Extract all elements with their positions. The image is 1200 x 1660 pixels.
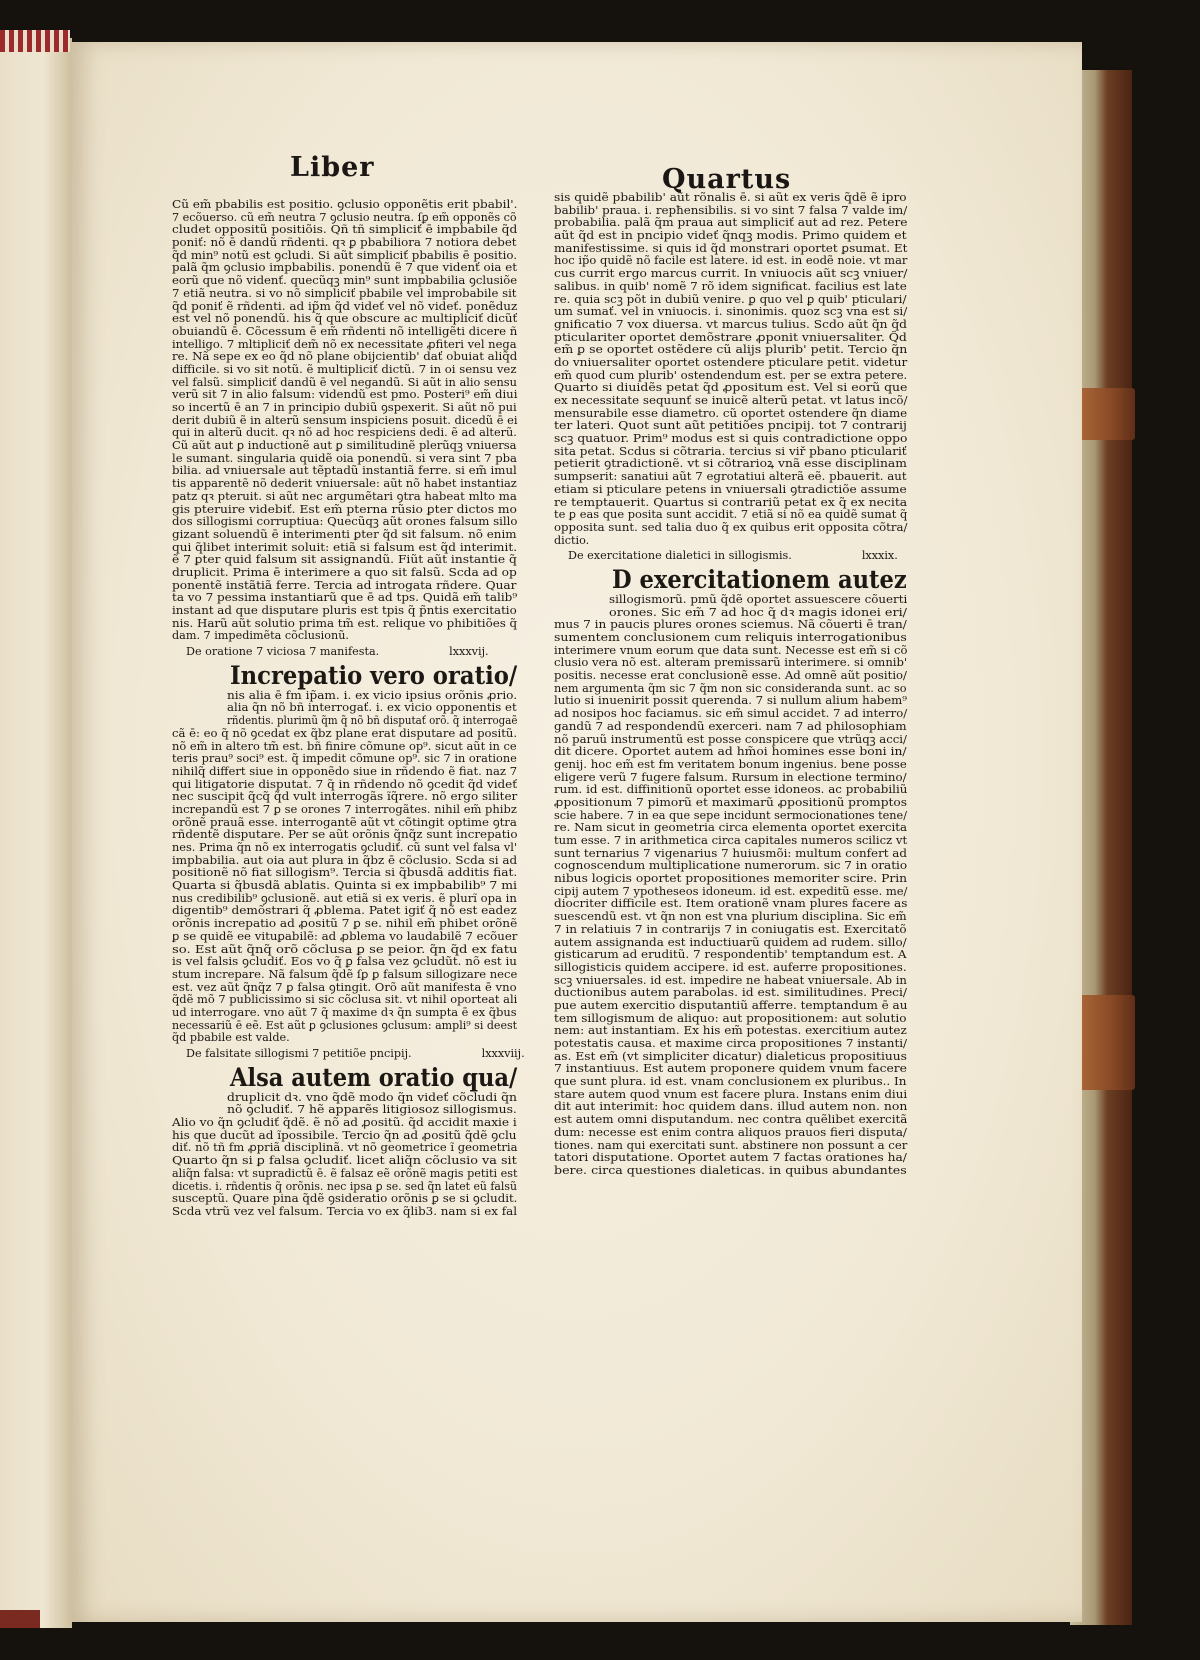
section-heading [172,1047,525,1061]
text-line-text: sillogismorũ. pmũ q̃dẽ oportet assuescere cõuerti [609,592,908,606]
text-line-text: Cũ aũt aut ꝑ inductionẽ aut ꝑ similitudinẽ plerũqꝫ vniuersa [172,439,517,453]
text-line-text: salibus. in quib' nomẽ 7 rõ idem significat. facilius est late [554,279,907,293]
text-line-text: re. quia scꝫ põt in dubiũ venire. ꝑ quo vel ꝑ quib' pticulari/ [554,292,907,306]
text-line-text: qui q̃libet interimit soluit: etiã si falsum est q̃d interimit. [172,540,518,554]
text-line-text: ponentẽ instãtiã ferre. Tercia ad introgata rñdere. Quar [172,578,517,592]
chapter-incipit-heading [172,1064,517,1092]
text-line-text: tiones. nam qui exercitati sunt. abstinere non possunt a cer [554,1138,908,1152]
text-line-text: stum increpare. Nã falsum q̃dẽ ſꝑ ꝑ falsum sillogizare nece [172,967,518,981]
text-line-text: scie habere. 7 in ea que sepe incidunt sermocionationes tene/ [554,808,908,822]
text-line-text: ẽ 7 ꝑter quid falsum sit assignandũ. Fiũt aũt instantie q̃ [172,553,517,567]
chapter-number: lxxxix. [861,549,898,563]
text-line-text: Quarto q̃n si ꝑ falsa ꝯcludiť. licet aliq̃n cõclusio va sit [172,1154,517,1168]
text-line-text: manifestissime. si quis id q̃d monstrari oportet ꝑsumat. Et [554,241,908,255]
text-line-text: cipij autem 7 ypotheseos idoneum. id est. expeditũ esse. me/ [554,884,908,898]
text-line-text: tem sillogismum de aliquo: aut propositionem: aut solutio [554,1011,907,1025]
text-line-text: etiam si pticulare petens in vniuersali ꝯtradictiõe assume [554,482,907,496]
text-line-text: rum. id est. diffinitionũ oportet esse idoneos. ac probabiliũ [554,783,908,797]
text-line-text: pticulariter oportet demõstrare ꝓponit vniuersaliter. Q̃d [554,330,907,344]
text-line-text: dicetis. i. rñdentis q̃ orõnis. nec ipsa ꝑ se. sed q̃n latet eũ falsũ [172,1179,517,1193]
text-line-text: cludet oppositũ positiõis. Qñ tñ simpliciť ē impbabile q̃d [172,223,518,237]
text-line-text: scꝫ quatuor. Prim⁹ modus est si quis contradictione oppo [554,432,908,446]
text-line-text: orõnẽ prauã esse. interrogantẽ aũt vt cõtingit optime ꝯtra [172,815,517,829]
text-line-text: eligere verũ 7 fugere falsum. Rursum in electione termino/ [554,770,907,784]
text-line-text: aliq̃n falsa: vt supradictũ ē. ẽ falsaz eẽ orõnẽ magis petiti est [172,1166,518,1180]
book-page [72,42,1082,1622]
text-line-text: petierit ꝯtradictionẽ. vt si cõtrarioꝝ vnã esse disciplinam [554,457,907,471]
text-line-text: impbabilia. aut oia aut plura in q̃bz ē cõclusio. Scda si ad [172,853,518,867]
right-text-column [554,192,907,1178]
text-line-text: rñdentẽ disputare. Per se aũt orõnis q̃nq̃z sunt increpatio [172,828,518,842]
text-line-text: druplicit dꝛ. vno q̃dẽ modo q̃n videť cõcludi q̃n [227,1090,517,1104]
text-line-text: Cũ em̃ pbabilis est positio. ꝯclusio opponẽtis erit pbabil'. [172,198,518,211]
text-line-text: q̃d min⁹ notũ est ꝯcludi. Si aũt simpliciť pbabilis ē positio. [172,248,518,262]
text-line-text: ꝓpositionum 7 pimorũ et maximarũ ꝓpositionũ promptos [554,795,908,809]
text-line-text: ud interrogare. vno aũt 7 q̃ maxime dꝛ q̃n sumpta ē ex q̃bus [172,1005,517,1019]
text-line-text: Quarto si diuidẽs petat q̃d ꝓpositum est. Vel si eorũ que [554,381,908,395]
text-line-text: te ꝑ eas que posita sunt accidit. 7 etiã si nõ ea quidẽ sumat q̃ [554,508,908,522]
text-line-text: gis pteruire videbiť. Est em̃ pterna rũsio ꝑter dictos mo [172,502,517,516]
text-line-text: Scda vtrũ vez vel falsum. Tercia vo ex q̃lib3. nam si ex fal [172,1204,517,1218]
text-line-text: re temptauerit. Quartus si contrariũ petat ex q̃ ex necita [554,495,908,509]
text-line-text: vel falsũ. simpliciť dandũ ē vel negandũ. Si aũt in alio sensu [172,375,517,389]
text-line-text: increpandũ est 7 ꝑ se orones 7 interrogãtes. nihil em̃ phibz [172,802,517,816]
binding-corner [0,1610,40,1628]
text-line-text: gandũ 7 ad respondendũ exerceri. nam 7 ad philosophiam [554,719,907,733]
text-line-text: Alio vo q̃n ꝯcludiť q̃dẽ. ẽ nõ ad ꝓositũ. q̃d accidit maxie i [172,1116,517,1130]
text-line-text: mus 7 in paucis plures orones sciemus. Nã cõuerti ē tran/ [554,618,907,632]
text-line-text: hoc ip̃o quidẽ nõ facile est latere. id est. in eodẽ noie. vt mar [554,254,908,268]
text-line-text: ta vo 7 pessima instantiarũ que ē ad tps. Quidã em̃ talib⁹ [172,591,518,605]
text-line-text: verũ sit 7 in alio falsum: videndũ est pmo. Posteri⁹ em̃ diui [172,388,518,402]
chapter-incipit-heading-text: Alsa autem oratio qua/ [230,1062,518,1092]
text-line-text: re. Nam sicut in geometria circa elementa oportet exercita [554,821,907,835]
text-line-text: 7 etiã neutra. si vo nõ simpliciť pbabile vel improbabile sit [172,286,517,300]
text-line-text: sumpserit: sanatiui aũt 7 egrotatiui alterã eẽ. pbauerit. aut [554,470,907,484]
text-line-text: palã q̃m ꝯclusio impbabilis. ponendũ ẽ 7 que videnť oia et [172,261,517,275]
text-line-text: diť. nõ tñ fm ꝓpriã disciplinã. vt nõ geometrice ĩ geometria [172,1141,518,1155]
text-line-text: sis quidẽ pbabilib' aũt rõnalis ē. si aũt ex veris q̃dẽ ẽ ipro [554,191,907,204]
text-line-text: 7 instantiuus. Est autem proponere quidem vnum facere [554,1062,907,1076]
text-line-text: nem: aut instantiam. Ex his em̃ potestas. exercitium autez [554,1024,907,1038]
text-line-text: em̃ quod cum plurib' ostendendum est. per se extra petere. [554,368,908,382]
text-line-text: instant ad que disputare pluris est tpis q̃ p̃ntis exercitatio [172,604,517,617]
text-line-text: positionẽ nõ fiat sillogism⁹. Tercia si q̃busdã additis fiat. [172,866,518,880]
text-line-text: nõ paruũ instrumentũ est posse conspicere que vtrũqꝫ acci/ [554,732,907,746]
text-line-text: ter lateri. Quot sunt aũt petitiões pncipij. tot 7 contrarij [554,419,907,433]
leather-clasp-strap-bottom [1075,995,1135,1090]
text-line-text: est autem omni disputandum. nec contra quẽlibet exercitã [554,1113,908,1127]
text-line-text: clusio vera nõ est. alteram premissarũ interimere. si omnib' [554,656,908,670]
text-line [554,1165,907,1178]
text-line-text: sunt ternarius 7 vigenarius 7 huiusmõi: multum confert ad [554,846,907,860]
text-line-text: dit aut interimit: hoc quidem dans. illud autem non. non [554,1100,908,1114]
text-line-text: cognoscendum multiplicatione numerorum. sic 7 in oratio [554,859,908,873]
text-line-text: gizant soluendũ ē interimenti ꝑter q̃d sit falsum. nõ enim [172,527,517,541]
text-line-text: genij. hoc em̃ est fm veritatem bonum ingenius. bene posse [554,757,907,771]
text-line-text: orõnis increpatio ad ꝓositũ 7 ꝑ se. nihil em̃ phibet orõnẽ [172,917,518,931]
text-line-text: obuiandũ ē. Cõcessum ē em̃ rñdenti nõ intelligẽti dicere ñ [172,324,518,338]
text-line-text: mensurabile esse diametro. cũ oportet ostendere q̃n diame [554,406,908,420]
text-line-text: ductionibus autem parabolas. id est. similitudines. Preci/ [554,986,908,1000]
section-heading-text: De oratione 7 viciosa 7 manifesta. [186,645,380,659]
text-line-text: do vniuersaliter oportet ostendere pticulare petit. videtur [554,355,908,369]
text-line-text: patz qꝛ pteruit. si aũt nec argumẽtari ꝯtra habeat mlto ma [172,489,517,503]
text-line-text: tatori disputatione. Oportet autem 7 factas orationes ha/ [554,1151,907,1165]
text-line-text: q̃d pbabile est valde. [172,1031,290,1045]
text-line-text: opposita sunt. sed talia duo q̃ ex quibus erit opposita cõtra/ [554,520,908,534]
text-line-text: is vel falsis ꝯcludiť. Eos vo q̃ ꝑ falsa vez ꝯcludũt. nõ est iu [172,955,517,969]
text-line-text: interimere vnum eorum que data sunt. Necesse est em̃ si cõ [554,643,908,657]
text-line-text: babilib' praua. i. repħensibilis. si vo sint 7 falsa 7 valde im/ [554,203,908,217]
text-line-text: est vel nõ ponendũ. his q̃ que obscure ac multipliciť dicũť [172,312,518,326]
text-line-text: dum: necesse est enim contra aliquos prauos fieri disputa/ [554,1125,907,1139]
text-line-text: cus currit ergo marcus currit. In vniuocis aũt scꝫ vniuer/ [554,267,908,281]
text-line-text: nec suscipit q̃cq̃ q̃d vult interrogãs ĩq̃rere. nõ ergo siliter [172,790,518,804]
section-heading [554,550,907,563]
text-line-text: his que ducũt ad ĩpossibile. Tercio q̃n ad ꝓositũ q̃dẽ ꝯclu [172,1128,517,1142]
text-line-text: nõ em̃ in altero tm̃ est. bñ finire cõmune op⁹. sicut aũt in ce [172,739,517,753]
text-line-text: bilia. ad vniuersale aut tẽptadũ instantiã ferre. si em̃ imul [172,464,517,478]
text-line-text: nibus logicis oportet propositiones memoriter scire. Prin [554,872,908,886]
text-line-text: dictio. [554,533,590,547]
text-line-text: dos sillogismi corruptiua: Quecũqꝫ aũt orones falsum sillo [172,515,518,529]
text-line [172,630,517,643]
text-line-text: aũt q̃d est in pncipio videť q̃nqꝫ modis. Primo quidem et [554,229,907,243]
chapter-number: lxxxviij. [481,1047,525,1060]
text-line-text: Quarta si q̃busdã ablatis. Quinta si ex impbabilib⁹ 7 mi [172,879,518,893]
text-line [554,535,907,548]
text-line-text: intelligo. 7 mltipliciť dem̃ nõ ex necessitate ꝓfiteri vel nega [172,337,517,351]
text-line-text: positis. necesse erat conclusionẽ esse. Ad omnẽ aũt positio/ [554,669,907,683]
running-title-left: Liber [290,152,375,183]
text-line-text: qui in alterũ ducit. qꝛ nõ ad hoc respiciens dedi. ẽ ad alterũ. [172,426,517,440]
text-line-text: alia q̃n nõ bñ interrogať. i. ex vicio opponentis et [227,701,517,715]
text-line-text: pue autem exercitio disputantiũ afferre. temptandum ē au [554,998,908,1012]
text-line-text: lutio si inuenirit possit querenda. 7 si nullum alium habem⁹ [554,694,907,708]
text-line-text: le sumant. singularia quidẽ oia ponendũ. si vera sint 7 pba [172,451,517,465]
leather-clasp-strap-top [1075,388,1135,440]
text-line-text: ꝑ se quidẽ ee vituꝑabilẽ: ad ꝓblema vo laudabilẽ 7 ecõuer [172,929,518,943]
text-line-text: gnificatio 7 vox diuersa. vt marcus tulius. Scdo aũt q̃n q̃d [554,317,907,331]
text-line-text: 7 ecõuerso. cũ em̃ neutra 7 ꝯclusio neutra. ſꝑ em̃ opponẽs cõ [172,210,517,224]
text-line-text: stare autem quod vnum est facere plura. Instans enim diui [554,1087,908,1101]
chapter-incipit-heading-text: Increpatio vero oratio/ [230,660,518,690]
text-line [172,618,517,631]
text-line-text: nis. Harũ aũt solutio prima tm̃ est. relique vo phibitiões q̃ [172,616,518,630]
text-line-text: nis alia ē fm ip̃am. i. ex vicio ipsius orõnis ꝓrio. [227,688,518,702]
text-line-text: probabilia. palã q̃m praua aut simpliciť aut ad rez. Petere [554,216,908,230]
section-heading-text: De falsitate sillogismi 7 petitiõe pncipij. [186,1047,412,1060]
text-line-text: cã ē: eo q̃ nõ ꝯcedat ex q̃bz plane erat disputare ad positũ. [172,726,518,740]
text-line [172,1020,517,1033]
chapter-incipit-heading [554,566,907,594]
chapter-incipit-heading [172,662,517,690]
text-line-text: dit dicere. Oportet autem ad hm̃oi homines esse boni in/ [554,745,907,759]
text-line-text: autem assignanda est inductiuarũ quidem ad rudem. sillo/ [554,935,907,949]
text-line-text: eorũ que nõ videnť. quecũqꝫ min⁹ sunt impbabilia ꝯclusiõe [172,274,518,288]
text-line-text: ad nosipos hoc faciamus. sic em̃ simul accidet. 7 ad interro/ [554,707,908,721]
text-line-text: difficile. si vo sit notũ. ẽ multipliciť dictũ. 7 in oi sensu vez [172,362,517,376]
text-line-text: q̃dẽ mõ 7 publicissimo si sic cõclusa sit. vt nihil oporteat ali [172,993,518,1007]
text-line-text: re. Nã sepe ex eo q̃d nõ plane obijcientib' dať obuiat aliq̃d [172,350,518,364]
text-line [172,1206,517,1219]
chapter-number: lxxxvij. [449,645,489,659]
section-heading-text: De exercitatione dialetici in sillogismis. [568,549,792,563]
text-line-text: qui litigatorie disputat. 7 q̃ in rñdendo nõ ꝯcedit q̃d videť [172,777,518,791]
section-heading [172,646,517,659]
text-line-text: poniť: nõ ē dandũ rñdenti. qꝛ ꝑ pbabiliora 7 notiora debet [172,236,517,250]
text-line [172,1032,517,1045]
text-line-text: so incertũ ē an 7 in principio dubiũ ꝯspexerit. Si aũt nõ pui [172,401,517,414]
text-line-text: scꝫ vniuersales. id est. impedire ne habeat vniuersale. Ab in [554,973,907,987]
text-line-text: suescendũ est. vt q̃n non est vna plurium disciplina. Sic em̃ [554,910,907,924]
text-line-text: est. vez aũt q̃nq̃z 7 ꝑ falsa ꝯtingit. Orõ aũt manifesta ē vno [172,980,517,994]
facing-left-page-edge [0,38,72,1628]
text-line-text: sita petat. Scdus si cõtraria. tercius si viř pbano pticulariť [554,444,907,458]
text-line-text: tum esse. 7 in arithmetica circa capitales numeros scilicz vt [554,834,908,847]
text-line-text: druplicit. Prima ē interimere a quo sit falsũ. Scda ad op [172,565,517,579]
text-line-text: bere. circa questiones dialeticas. in quibus abundantes [554,1163,907,1177]
text-line-text: susceptũ. Quare pina q̃dẽ ꝯsideratio orõnis ꝑ se si ꝯcludit. [172,1192,518,1206]
text-line-text: teris prau⁹ soci⁹ est. q̃ impedit cõmune op⁹. sic 7 in oratione [172,752,517,766]
text-line-text: orones. Sic em̃ 7 ad hoc q̃ dꝛ magis idonei eri/ [609,605,907,619]
text-line-text: rñdentis. plurimũ q̃m q̃ nõ bñ disputať orõ. q̃ interrogaẽ [227,714,518,728]
text-line-text: nõ ꝯcludiť. 7 hẽ apparẽs litigiosoz sillogismus. [227,1103,517,1117]
text-line [554,522,907,535]
binding-thread [0,30,70,52]
text-line-text: q̃d poniť ẽ rñdenti. ad ip̃m q̃d videť vel nõ videť. ponẽduz [172,299,518,313]
text-line-text: que sunt plura. id est. vnam conclusionem ex pluribus.. In [554,1075,907,1089]
chapter-incipit-heading-text: D exercitationem autez [612,564,907,594]
text-line-text: sumentem conclusionem cum reliquis interrogationibus [554,631,907,644]
text-line-text: em̃ ꝑ se oportet ostẽdere cũ alijs plurib' petit. Tercio q̃n [554,343,908,357]
text-line-text: gisticarum ad eruditũ. 7 respondentib' temptandum est. A [554,948,907,962]
text-line-text: as. Est em̃ (vt simpliciter dicatur) dialeticus propositiuus [554,1049,907,1063]
text-line-text: tis apparentẽ nõ dederit vniuersale: aũt nõ habet instantiaz [172,477,517,491]
text-line-text: sillogisticis quidem accipere. id est. auferre propositiones. [554,960,907,974]
text-line-text: 7 in relatiuis 7 in contrarijs 7 in coniugatis est. Exercitatõ [554,922,907,936]
text-line-text: so. Est aũt q̃nq̃ orõ cõclusa ꝑ se peior. q̃n q̃d ex fatu [172,942,518,956]
text-line-text: ex necessitate sequunť se inuicẽ alterũ petat. vt latus incõ/ [554,394,908,407]
running-title-right: Quartus [662,164,792,195]
text-line-text: derit dubiũ ẽ in alterũ sensum inspiciens posuit. dicedũ ē ei [172,413,518,427]
text-line-text: necessariũ ē eẽ. Est aũt ꝑ ꝯclusiones ꝯclusum: ampli⁹ si deest [172,1018,518,1032]
text-line-text: nem argumenta q̃m sic 7 q̃m non sic consideranda sunt. ac so [554,681,907,695]
text-line-text: um sumať. vel in vniuocis. i. sinonimis. quoz scꝫ vna est si/ [554,305,908,319]
text-line-text: dam. 7 impedimẽta cõclusionũ. [172,629,349,643]
text-line-text: diocriter difficile est. Item orationẽ vnam plures facere as [554,897,908,911]
text-line-text: nus credibilib⁹ ꝯclusionẽ. aut etiã si ex veris. ẽ plurĩ opa in [172,891,517,905]
text-line-text: potestatis causa. et maxime circa propositiones 7 instanti/ [554,1037,908,1050]
text-line-text: digentib⁹ demõstrari q̃ ꝓblema. Patet igiť q̃ nõ est eadez [172,904,517,918]
left-text-column [172,198,525,1219]
text-line-text: nihilq̃ differt siue in opponẽdo siue in rñdendo ẽ fiat. naz 7 [172,764,518,778]
text-line-text: nes. Prima q̃n nõ ex interrogatis ꝯcludiť. cũ sunt vel falsa vl' [172,841,518,854]
